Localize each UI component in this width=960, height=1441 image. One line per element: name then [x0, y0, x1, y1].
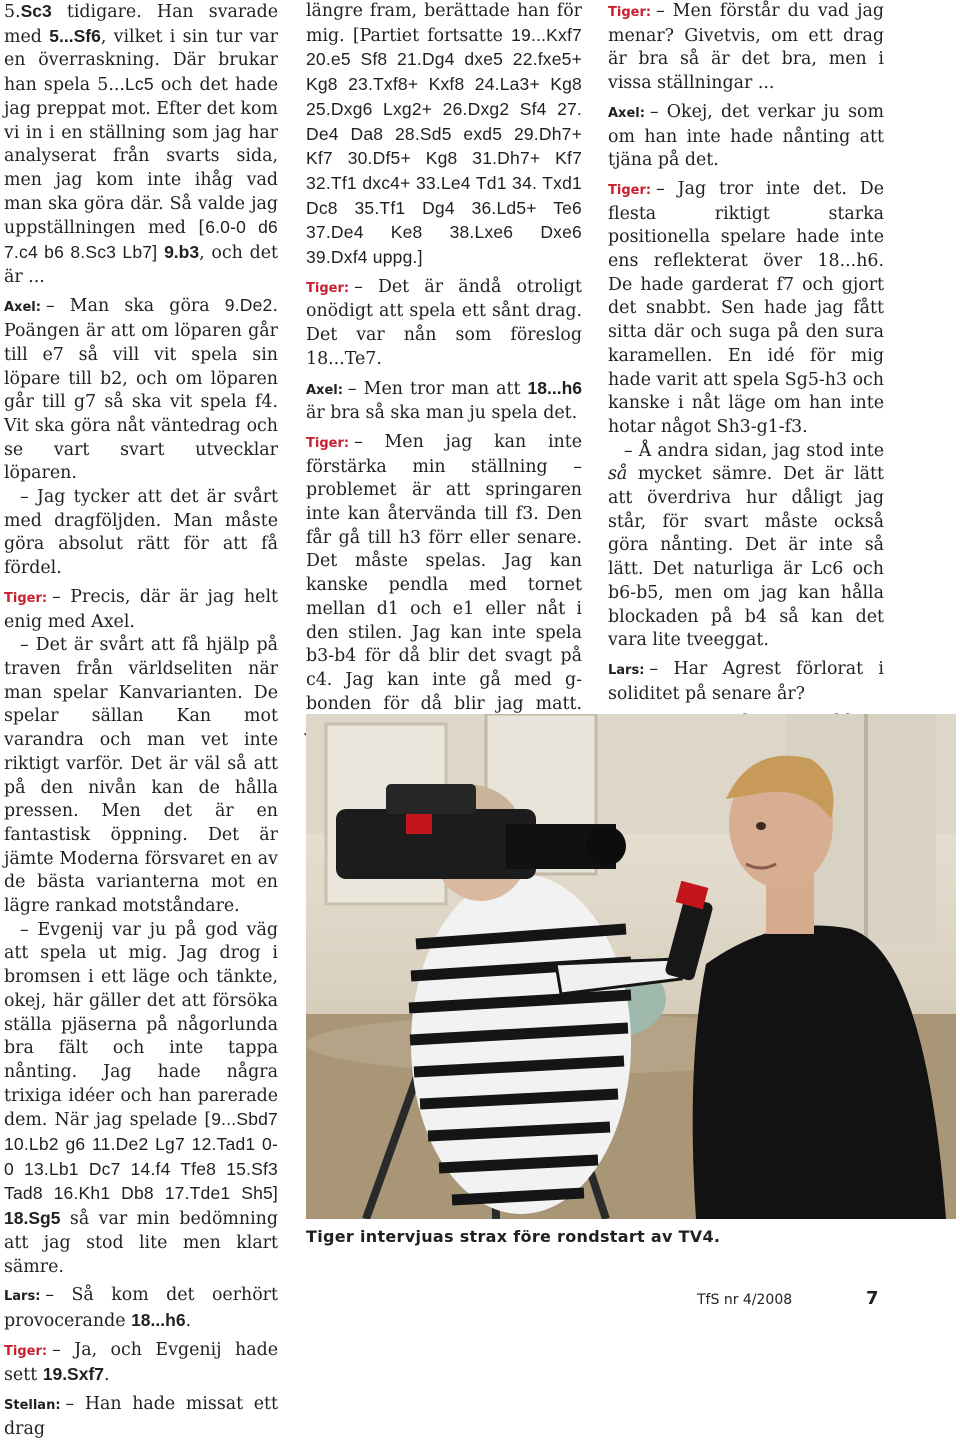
- chess-move: 19.Sxf7: [42, 1364, 105, 1385]
- paragraph: Axel: – Okej, det verkar ju som om han inte hade nånting att tjäna på det.: [608, 101, 884, 171]
- article-column-2: [306, 0, 582, 794]
- speaker-label: Lars:: [4, 1289, 41, 1305]
- speaker-label: Lars:: [608, 662, 645, 678]
- issue-label: TfS nr 4/2008: [697, 1292, 793, 1308]
- speaker-label: Tiger:: [4, 1343, 48, 1359]
- paragraph: Tiger: – Det är ändå otroligt onödigt att spela ett sånt drag. Det var nån som föreslog 18...Te7.: [306, 276, 582, 369]
- paragraph: Stellan: – Han hade missat ett drag: [4, 1394, 278, 1439]
- speaker-label: Axel:: [306, 382, 343, 398]
- photo-illustration: [306, 714, 956, 1219]
- paragraph: längre fram, berättade han för mig. [Partiet fortsatte 19...Kxf7 20.e5 Sf8 21.Dg4 dxe5 22.fxe5+ Kg8 23.Txf8+ Kxf8 24.La3+ Kg8 25.Dxg6 Lxg2+ 26.Dxg2 Sf4 27. De4 Da8 28.Sd5 exd5 29.Dh7+ Kf7 30.Df5+ Kg8 31.Dh7+ Kf7 32.Tf1 dxc4+ 33.Le4 Td1 34. Txd1 Dc8 35.Tf1 Dg4 36.Ld5+ Te6 37.De4 Ke8 38.Lxe6 Dxe6 39.Dxf4 uppg.]: [306, 1, 582, 268]
- speaker-label: Axel:: [608, 105, 645, 121]
- chess-moves: 19...Kxf7 20.e5 Sf8 21.Dg4 dxe5 22.fxe5+ Kg8 23.Txf8+ Kxf8 24.La3+ Kg8 25.Dxg6 Lxg2+ 26.Dxg2 Sf4 27. De4 Da8 28.Sd5 exd5 29.Dh7+ Kf7 30.Df5+ Kg8 31.Dh7+ Kf7 32.Tf1 dxc4+ 33.Le4 Td1 34. Txd1 Dc8 35.Tf1 Dg4 36.Ld5+ Te6 37.De4 Ke8 38.Lxe6 Dxe6 39.Dxf4 uppg.]: [306, 24, 582, 268]
- paragraph: Lars: – Så kom det oerhört provocerande 18...h6.: [4, 1285, 278, 1331]
- speaker-label: Tiger:: [306, 435, 350, 451]
- paragraph: – Evgenij var ju på god väg att spela ut mig. Jag drog i bromsen i ett läge och tänkte, okej, här gäller det att försöka ställa pjäserna på någorlunda bra fält och inte tappa nånting. Jag hade några trixiga idéer och han parerade dem. När jag spelade [9...Sbd7 10.Lb2 g6 11.De2 Lg7 12.Tad1 0-0 13.Lb1 Dc7 14.f4 Tfe8 15.Sf3 Tad8 16.Kh1 Db8 17.Tde1 Sh5] 18.Sg5 så var min bedömning att jag stod lite men klart sämre.: [4, 919, 278, 1277]
- paragraph: Tiger: – Men förstår du vad jag menar? Givetvis, om ett drag är bra så är det bra, men i vissa ställningar ...: [608, 1, 884, 94]
- chess-move: Lc5: [124, 74, 154, 95]
- chess-move: 18...h6: [131, 1309, 186, 1330]
- photo-caption: Tiger intervjuas strax före rondstart av TV4.: [306, 1227, 721, 1246]
- chess-move: 9.De2: [224, 295, 273, 316]
- interview-photo: [306, 714, 956, 1219]
- chess-move: 18.Sg5: [4, 1208, 61, 1229]
- paragraph: Tiger: – Ja, och Evgenij hade sett 19.Sxf7.: [4, 1339, 278, 1386]
- page-number: 7: [866, 1288, 879, 1309]
- chess-move: 18...Te7: [306, 348, 377, 369]
- chess-moves: 9...Sbd7 10.Lb2 g6 11.De2 Lg7 12.Tad1 0-0 13.Lb1 Dc7 14.f4 Tfe8 15.Sf3 Tad8 16.Kh1 Db8 17.Tde1 Sh5]: [4, 1109, 278, 1204]
- paragraph: Tiger: – Precis, där är jag helt enig med Axel.: [4, 586, 278, 632]
- paragraph: – Det är svårt att få hjälp på traven från världseliten när man spelar Kanvarianten. De spelar sällan Kan mot varandra och man vet inte riktigt varför. Det är väl så att på den nivån kan de hålla pressen. Men det är en fantastisk öppning. Det är jämte Moderna försvaret en av de bästa varianterna mot en lägre rankad motståndare.: [4, 635, 278, 917]
- paragraph: – Å andra sidan, jag stod inte så mycket sämre. Det är lätt att överdriva hur dåligt jag står, för svart måste också göra nånting. Det är inte så lätt. Det naturliga är Lc6 och b6-b5, men om jag kan hålla blockaden på b4 så kan det vara lite tveeggat.: [608, 440, 884, 651]
- paragraph: Axel: – Man ska göra 9.De2. Poängen är att om löparen går till e7 så vill vit spela sin löpare till b2, och om löparen går till g7 så ska vit spela f4. Vit ska göra nåt väntedrag och se vart svart utvecklar löparen.: [4, 295, 278, 484]
- speaker-label: Tiger:: [608, 182, 652, 198]
- chess-move: Sc3: [20, 1, 52, 21]
- speaker-label: Tiger:: [306, 280, 350, 296]
- article-column-3: [608, 0, 884, 736]
- speaker-label: Tiger:: [4, 590, 48, 606]
- paragraph: Lars: – Har Agrest förlorat i soliditet på senare år?: [608, 658, 884, 704]
- speaker-label: Stellan:: [4, 1398, 61, 1414]
- paragraph: – Jag tycker att det är svårt med dragföljden. Man måste göra absolut rätt för att få fördel.: [4, 487, 278, 579]
- speaker-label: Tiger:: [608, 5, 652, 20]
- chess-moves: 6.0-0 d6 7.c4 b6 8.Sc3 Lb7]: [4, 217, 278, 263]
- chess-move: 9.b3: [164, 242, 200, 263]
- chess-move: 5...Sf6: [49, 25, 101, 46]
- paragraph: Tiger: – Men jag kan inte förstärka min ställning – problemet är att springaren inte kan återvända till f3. Den får gå till h3 förr eller senare. Det måste spelas. Jag kan kanske pendla med tornet mellan d1 och e1 eller nåt i den stilen. Jag kan inte spela b3-b4 för då blir det svagt på c4. Jag kan inte gå med g-bonden för då blir jag matt.: [306, 431, 582, 714]
- paragraph: Tiger: – Jag tror inte det. De flesta riktigt starka positionella spelare hade inte ens reflekterat över 18...h6. De hade garderat f7 och gjort det snabbt. Sen hade jag fått sitta där och suga på den sura karamellen. En idé för mig hade varit att spela Sg5-h3 och kanske i nåt läge om han inte hotar något Sh3-g1-f3.: [608, 178, 884, 437]
- emphasis: så: [608, 464, 628, 485]
- paragraph: Axel: – Men tror man att 18...h6 är bra så ska man ju spela det.: [306, 377, 582, 424]
- chess-move: 18...h6: [817, 251, 879, 272]
- chess-move: 18...h6: [527, 377, 582, 398]
- speaker-label: Axel:: [4, 300, 41, 316]
- paragraph: 5.Sc3 tidigare. Han svarade med 5...Sf6, vilket i sin tur var en överraskning. Där brukar han spela 5...Lc5 och det hade jag preppat mot. Efter det kom vi in i en ställning som jag har analyserat från svarts sida, men jag kom inte ihåg vad man ska göra där. Så valde jag uppställningen med [6.0-0 d6 7.c4 b6 8.Sc3 Lb7] 9.b3, och det är ...: [4, 1, 279, 287]
- article-column-1: [4, 0, 278, 1441]
